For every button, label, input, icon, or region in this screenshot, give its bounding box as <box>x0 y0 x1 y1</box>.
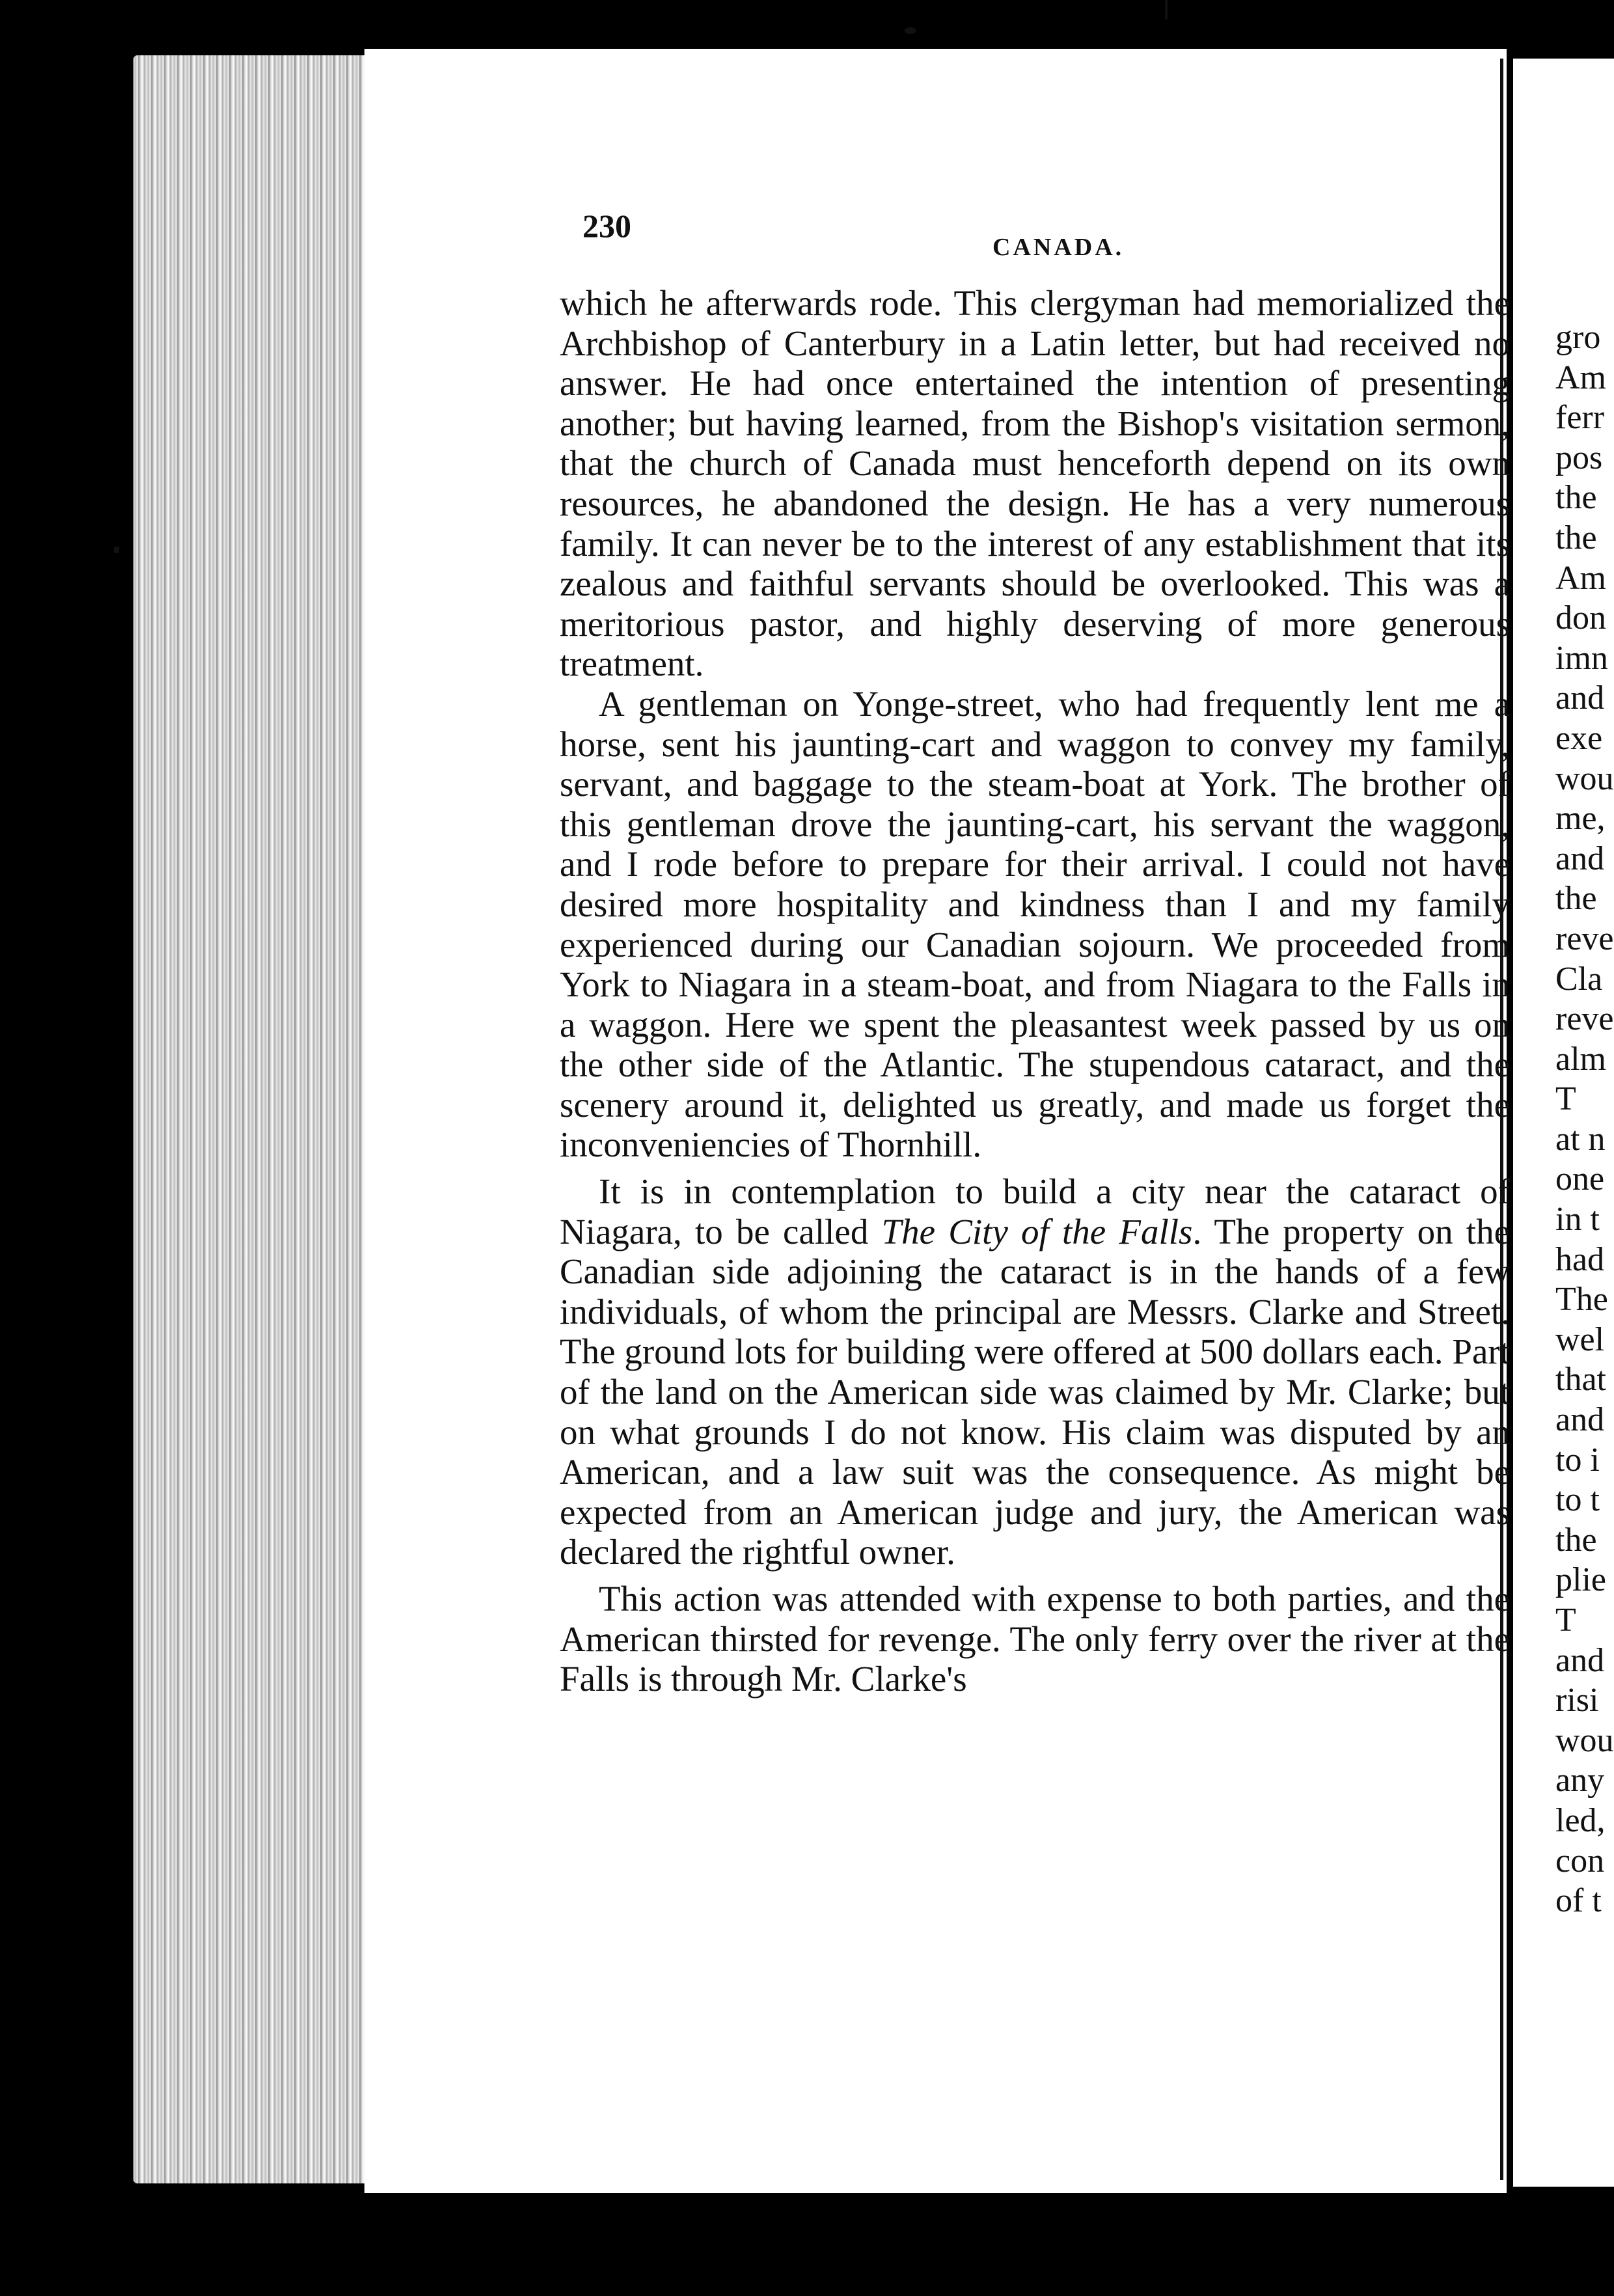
facing-page-line: gro <box>1555 319 1601 356</box>
scan-speck <box>1165 0 1168 20</box>
facing-page-line: alm <box>1555 1040 1606 1078</box>
page-body <box>560 283 1510 1699</box>
paragraph: A gentleman on Yonge-street, who had frequently lent me a horse, sent his jaunting-cart and waggon to convey my family, servant, and baggage to the steam-boat at York. The brother of this gentleman drove the jaunting-cart, his servant the waggon, and I rode before to prepare for their arrival. I could not have desired more hospitality and kindness than I and my family experienced during our Canadian sojourn. We proceeded from York to Niagara in a steam-boat, and from Niagara to the Falls in a waggon. Here we spent the pleasantest week passed by us on the other side of the Atlantic. The stupendous cataract, and the scenery around it, delighted us greatly, and made us forget the inconveniencies of Thornhill. <box>560 683 1510 1165</box>
facing-page-line: The <box>1555 1281 1608 1319</box>
facing-page-line: to t <box>1555 1481 1600 1519</box>
facing-page-line: wou <box>1555 759 1614 797</box>
facing-page-line: T <box>1555 1602 1576 1639</box>
facing-page-line: reve <box>1555 920 1614 957</box>
facing-page-line: reve <box>1555 1000 1614 1038</box>
facing-page-line: and <box>1555 1401 1605 1439</box>
facing-page-line: the <box>1555 479 1597 517</box>
running-head: CANADA. <box>992 234 1125 261</box>
facing-page-line: the <box>1555 1521 1597 1559</box>
facing-page-line: exe <box>1555 719 1603 757</box>
facing-page-line: the <box>1555 519 1597 556</box>
page-number: 230 <box>582 208 631 244</box>
scan-speck <box>905 27 916 34</box>
facing-page-line: pos <box>1555 439 1603 476</box>
page-header <box>582 207 1402 259</box>
facing-page-line: and <box>1555 840 1605 877</box>
paragraph <box>560 1171 1510 1572</box>
facing-page-line: and <box>1555 679 1605 717</box>
facing-page-line: risi <box>1555 1682 1599 1719</box>
facing-page-line: me, <box>1555 800 1606 838</box>
facing-page-line: had <box>1555 1240 1605 1278</box>
paragraph-text: It is in contemplation to build a city near the cataract of Niagara, to be called <box>560 1171 1510 1251</box>
facing-page-line: one <box>1555 1160 1605 1198</box>
facing-page-text <box>1555 318 1614 1921</box>
facing-page-line: plie <box>1555 1561 1606 1599</box>
facing-page-line: T <box>1555 1080 1576 1118</box>
facing-page-line: con <box>1555 1842 1605 1879</box>
facing-page-line: ferr <box>1555 399 1605 437</box>
facing-page-line: Am <box>1555 359 1606 396</box>
facing-page-line: the <box>1555 880 1597 918</box>
scan-speck <box>114 547 119 553</box>
facing-page-line: wou <box>1555 1721 1614 1759</box>
facing-page-line: imn <box>1555 639 1608 677</box>
paragraph: This action was attended with expense to both parties, and the American thirsted for revenge. The only ferry over the river at the Falls is through Mr. Clarke's <box>560 1579 1510 1699</box>
facing-page-line: to i <box>1555 1441 1600 1479</box>
facing-page-line: that <box>1555 1361 1606 1399</box>
paragraph: which he afterwards rode. This clergyman had memorialized the Archbishop of Canterbury in a Latin letter, but had received no answer. He had once entertained the intention of presenting another; but having learned, from the Bishop's visitation sermon, that the church of Canada must henceforth depend on its own resources, he abandoned the design. He has a very numerous family. It can never be to the interest of any establishment that its zealous and faithful servants should be overlooked. This was a meritorious pastor, and highly deserving of more generous treatment. <box>560 283 1510 684</box>
facing-page-line: led, <box>1555 1801 1606 1839</box>
book-page-edges <box>133 55 374 2183</box>
facing-page-line: Cla <box>1555 960 1603 998</box>
facing-page-line: any <box>1555 1762 1605 1799</box>
facing-page-line: wel <box>1555 1320 1605 1358</box>
facing-page-line: of t <box>1555 1882 1602 1920</box>
facing-page-line: Am <box>1555 559 1606 597</box>
facing-page-line: don <box>1555 599 1606 637</box>
facing-page-line: and <box>1555 1641 1605 1679</box>
italic-city-name: The City of the Falls <box>881 1211 1193 1251</box>
facing-page-line: in t <box>1555 1201 1600 1238</box>
paragraph-text: . The property on the Canadian side adjoining the cataract is in the hands of a few individuals, of whom the principal are Messrs. Clarke and Street. The ground lots for building were offered at 500 dollars each. Part of the land on the American side was claimed by Mr. Clarke; but on what grounds I do not know. His claim was disputed by an American, and a law suit was the consequence. As might be expected from an American judge and jury, the American was declared the rightful owner. <box>560 1211 1510 1572</box>
facing-page-line: at n <box>1555 1120 1606 1158</box>
